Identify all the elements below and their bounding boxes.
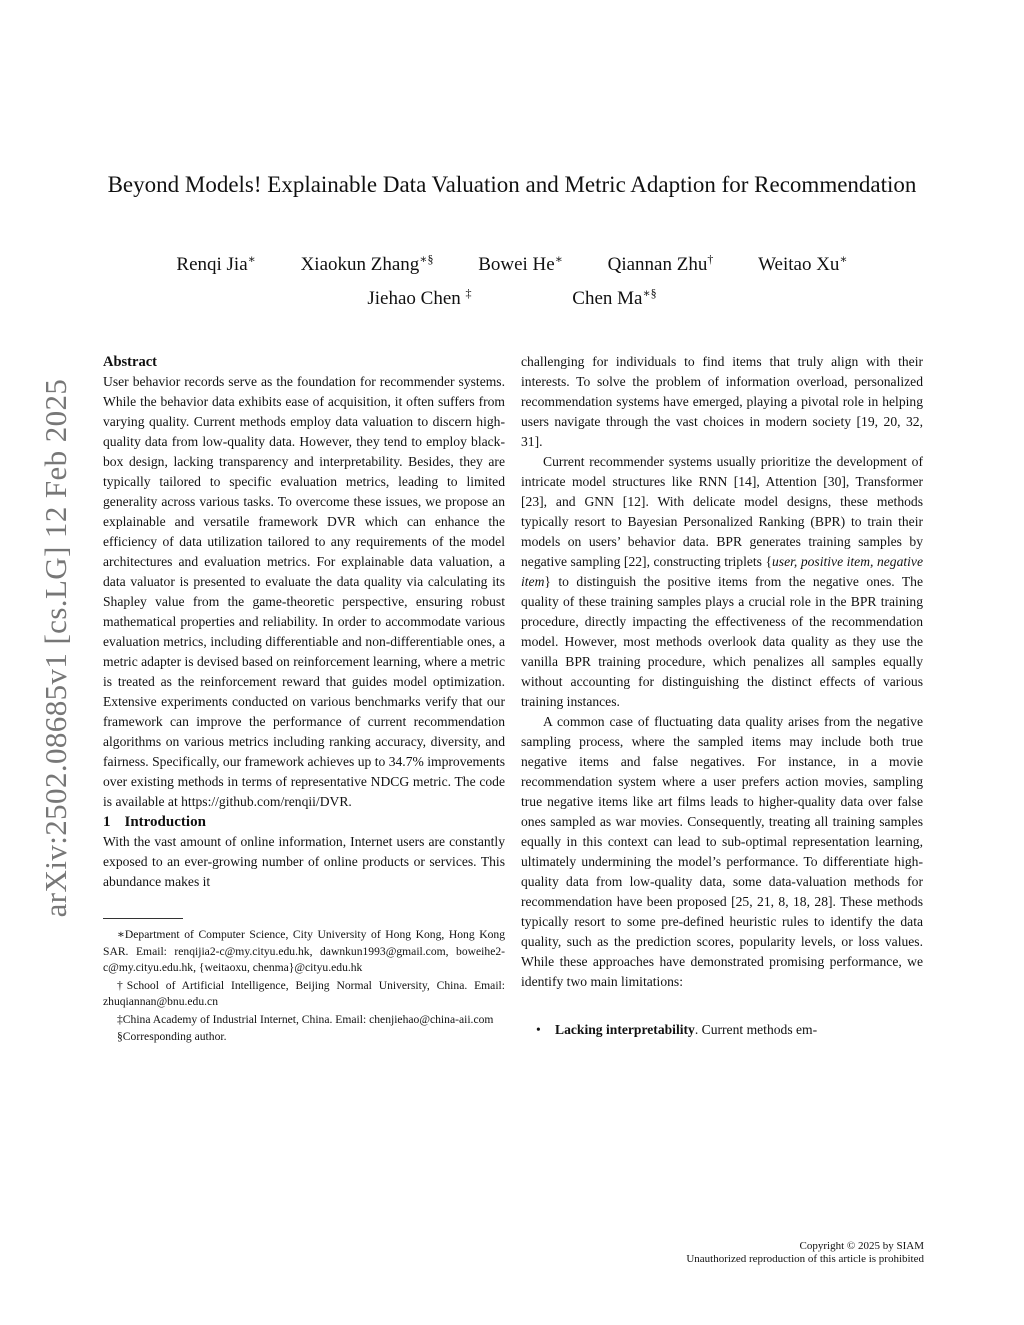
bullet-dot: • — [536, 1022, 541, 1037]
author-list-row-2 — [100, 287, 924, 311]
bullet-title: Lacking interpretability — [555, 1022, 695, 1037]
copyright-notice: Copyright © 2025 by SIAM Unauthorized reproduction of this article is prohibited — [686, 1240, 924, 1265]
footnotes — [103, 927, 505, 1046]
author: Renqi Jia∗ — [176, 252, 256, 275]
footnote: §Corresponding author. — [117, 1030, 227, 1043]
author: Qiannan Zhu† — [607, 252, 714, 275]
author: Chen Ma∗§ — [572, 286, 657, 309]
footnote: ∗Department of Computer Science, City University of Hong Kong, Hong Kong SAR. Email: renqijia2-c@my.cityu.edu.hk, dawnkun1993@gmail.com, boweihe2-c@my.cityu.edu.hk, {weitaoxu, chenma}@cityu.edu.hk — [103, 928, 505, 974]
footnote: ‡China Academy of Industrial Internet, China. Email: chenjiehao@china-aii.com — [117, 1012, 494, 1026]
intro-paragraph: challenging for individuals to find items that truly align with their interests. To solve the problem of information overload, personalized recommendation systems have emerged, playing a pivotal role in helping users navigate through the vast choices in modern society [19, 20, 32, 31]. — [521, 354, 923, 449]
author: Jiehao Chen ‡ — [367, 286, 472, 309]
intro-paragraph: With the vast amount of online information, Internet users are constantly exposed to an ever-growing number of online products or services. This abundance makes it — [103, 834, 505, 889]
left-column — [103, 352, 505, 1047]
section-heading-introduction: 1 Introduction — [103, 814, 206, 830]
author: Weitao Xu∗ — [758, 252, 848, 275]
footnote-divider — [103, 918, 183, 919]
intro-paragraph: A common case of fluctuating data quality arises from the negative sampling process, where the sampled items may include both true negative items and false negatives. For instance, in a movie recommendation system where a user prefers action movies, sampling true negative items like art films leads to higher-quality data over false ones sampled as war movies. Consequently, treating all training samples equally in this context can lead to sub-optimal representation learning, ultimately undermining the model’s performance. To differentiate high-quality data from low-quality data, some data-valuation methods for recommendation have been proposed [25, 21, 8, 18, 28]. These methods typically resort to some pre-defined heuristic rules to identify the data quality, such as the prediction scores, popularity levels, or loss values. While these approaches have demonstrated promising performance, we identify two main limitations: — [521, 714, 923, 989]
author: Bowei He∗ — [478, 252, 563, 275]
paper-title: Beyond Models! Explainable Data Valuation and Metric Adaption for Recommendation — [107, 172, 917, 197]
right-column — [521, 352, 923, 1040]
abstract-heading: Abstract — [103, 354, 157, 370]
footnote: †School of Artificial Intelligence, Beijing Normal University, China. Email: zhuqiannan@bnu.edu.cn — [103, 978, 505, 1008]
abstract-text: User behavior records serve as the foundation for recommender systems. While the behavior data exhibits ease of acquisition, it often suffers from varying quality. Current methods employ data valuation to discern high-quality data from low-quality data. However, they tend to employ black-box design, lacking transparency and interpretability. Besides, they are typically tailored to specific evaluation metrics, leading to limited generality across various tasks. To overcome these issues, we propose an explainable and versatile framework DVR which can enhance the efficiency of data utilization tailored to any requirements of the model architectures and evaluation metrics. For explainable data valuation, a data valuator is presented to evaluate the data quality via calculating its Shapley value from the game-theoretic perspective, ensuring robust mathematical properties and reliability. In order to accommodate various evaluation metrics, including differentiable and non-differentiable ones, a metric adapter is devised based on reinforcement learning, where a metric is treated as the reinforcement reward that guides model optimization. Extensive experiments conducted on various benchmarks verify that our framework can improve the performance of current recommendation algorithms on various metrics including ranking accuracy, diversity, and fairness. Specifically, our framework achieves up to 34.7% improvements over existing methods in terms of representative NDCG metric. The code is available at https://github.com/renqii/DVR. — [103, 374, 505, 809]
bullet-item: • Lacking interpretability. Current methods em- — [521, 1020, 923, 1040]
author-list-row-1 — [100, 253, 924, 277]
author: Xiaokun Zhang∗§ — [300, 252, 434, 275]
arxiv-identifier: arXiv:2502.08685v1 [cs.LG] 12 Feb 2025 — [38, 378, 73, 918]
intro-paragraph: Current recommender systems usually prioritize the development of intricate model structures like RNN [14], Attention [30], Transformer [23], and GNN [12]. With delicate model designs, these methods typically resort to Bayesian Personalized Ranking (BPR) to train their models on users’ behavior data. BPR generates training samples by negative sampling [22], constructing triplets {user, positive item, negative item} to distinguish the positive items from the negative ones. The quality of these training samples plays a crucial role in the BPR training procedure, directly impacting the effectiveness of the recommendation model. However, most methods overlook data quality as they use the vanilla BPR training procedure, which penalizes all samples equally without accounting for distinguishing the distinct effects of various training instances. — [521, 454, 923, 709]
